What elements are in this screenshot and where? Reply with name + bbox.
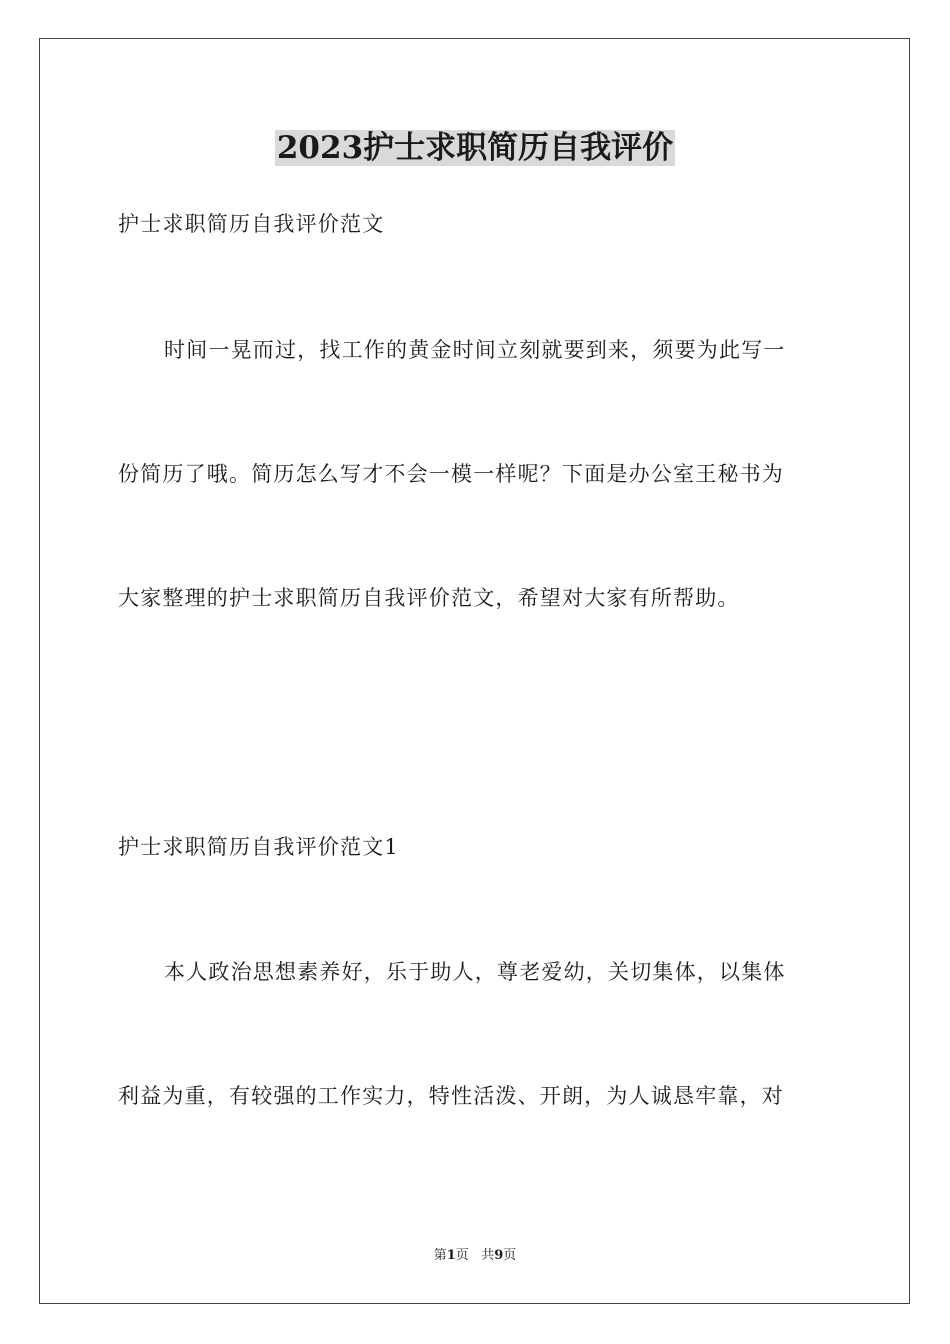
footer-total-suffix: 页 bbox=[503, 1248, 517, 1263]
footer-total-pages: 9 bbox=[494, 1248, 504, 1263]
document-title-text: 2023护士求职简历自我评价 bbox=[276, 130, 674, 166]
footer-page-number: 1 bbox=[446, 1248, 456, 1263]
section-line-1: 本人政治思想素养好，乐于助人，尊老爱幼，关切集体，以集体 bbox=[164, 960, 786, 984]
intro-line-3: 大家整理的护士求职简历自我评价范文，希望对大家有所帮助。 bbox=[118, 586, 740, 610]
section-line-2: 利益为重，有较强的工作实力，特性活泼、开朗，为人诚恳牢靠，对 bbox=[118, 1084, 784, 1108]
footer-page-prefix: 第 bbox=[433, 1248, 447, 1263]
document-title bbox=[0, 126, 950, 170]
footer-page-suffix: 页 bbox=[455, 1248, 469, 1263]
page-footer bbox=[0, 1246, 950, 1266]
section-heading: 护士求职简历自我评价范文1 bbox=[118, 835, 399, 859]
document-subtitle: 护士求职简历自我评价范文 bbox=[118, 212, 385, 236]
intro-line-2: 份简历了哦。简历怎么写才不会一模一样呢？下面是办公室王秘书为 bbox=[118, 462, 784, 486]
footer-total-prefix: 共 bbox=[481, 1248, 495, 1263]
intro-line-1: 时间一晃而过，找工作的黄金时间立刻就要到来，须要为此写一 bbox=[164, 338, 786, 362]
